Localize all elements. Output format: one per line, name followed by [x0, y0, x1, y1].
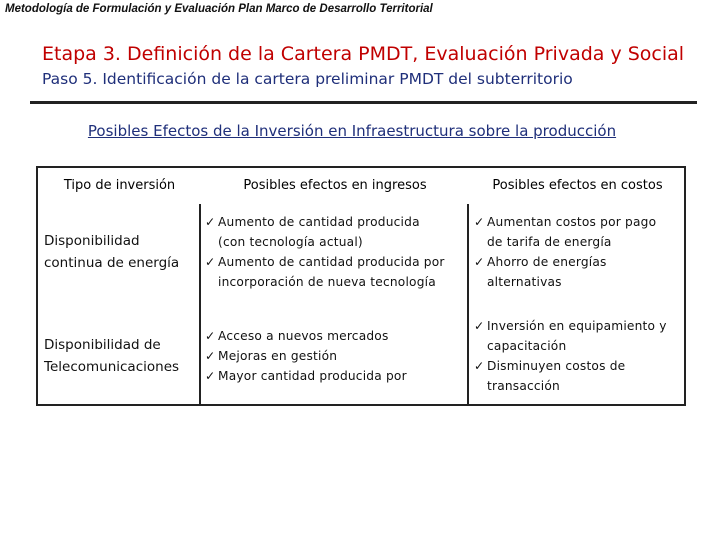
- check-icon: ✓: [474, 319, 485, 333]
- effect-text-cont: transacción: [487, 379, 560, 393]
- effect-text: Mejoras en gestión: [218, 349, 338, 363]
- effect-item: [474, 252, 656, 272]
- check-icon: ✓: [474, 359, 485, 373]
- effect-item: [205, 252, 445, 272]
- effect-text: Aumentan costos por pago: [487, 215, 657, 229]
- ingresos-energia: [205, 212, 445, 292]
- check-icon: ✓: [205, 329, 216, 343]
- effect-item: [205, 326, 407, 346]
- effect-item: [474, 212, 656, 232]
- row-type-line: Telecomunicaciones: [44, 359, 180, 375]
- page-title: Etapa 3. Definición de la Cartera PMDT, Evaluación Privada y Social: [42, 43, 685, 65]
- row-type-line: Disponibilidad: [44, 233, 140, 249]
- column-divider: [467, 204, 469, 406]
- effect-item: [474, 316, 667, 336]
- check-icon: ✓: [205, 255, 216, 269]
- row-type-telecom: [44, 334, 179, 378]
- title-divider: [30, 101, 697, 104]
- row-type-line: Disponibilidad de: [44, 337, 161, 353]
- title-block: [42, 43, 702, 88]
- effect-item: [474, 356, 667, 376]
- effect-text-cont: incorporación de nueva tecnología: [218, 275, 436, 289]
- effects-table: [36, 166, 686, 406]
- row-type-energia: [44, 230, 179, 274]
- check-icon: ✓: [474, 255, 485, 269]
- ingresos-telecom: [205, 326, 407, 386]
- effect-text: Mayor cantidad producida por: [218, 369, 407, 383]
- effect-text: Aumento de cantidad producida: [218, 215, 420, 229]
- effect-text: Aumento de cantidad producida por: [218, 255, 445, 269]
- effect-text-cont: de tarifa de energía: [487, 235, 612, 249]
- effect-item: [205, 366, 407, 386]
- check-icon: ✓: [205, 369, 216, 383]
- effect-text-cont: alternativas: [487, 275, 562, 289]
- effect-text: Acceso a nuevos mercados: [218, 329, 389, 343]
- page-subtitle: Paso 5. Identificación de la cartera preliminar PMDT del subterritorio: [42, 70, 573, 88]
- row-type-line: continua de energía: [44, 255, 180, 271]
- column-divider: [199, 204, 201, 406]
- costos-energia: [474, 212, 656, 292]
- header-costos: Posibles efectos en costos: [492, 178, 663, 193]
- header-note: Metodología de Formulación y Evaluación Plan Marco de Desarrollo Territorial: [5, 3, 433, 15]
- check-icon: ✓: [474, 215, 485, 229]
- effect-item: [205, 346, 407, 366]
- section-title: Posibles Efectos de la Inversión en Infraestructura sobre la producción: [87, 122, 617, 140]
- effect-text: Disminuyen costos de: [487, 359, 626, 373]
- check-icon: ✓: [205, 215, 216, 229]
- effect-text: Inversión en equipamiento y: [487, 319, 667, 333]
- header-tipo: Tipo de inversión: [63, 178, 176, 193]
- costos-telecom: [474, 316, 667, 396]
- check-icon: ✓: [205, 349, 216, 363]
- effect-text-cont: capacitación: [487, 339, 567, 353]
- effect-text-cont: (con tecnología actual): [218, 235, 363, 249]
- effect-item: [205, 212, 445, 232]
- effect-text: Ahorro de energías: [487, 255, 607, 269]
- header-ingresos: Posibles efectos en ingresos: [243, 178, 427, 193]
